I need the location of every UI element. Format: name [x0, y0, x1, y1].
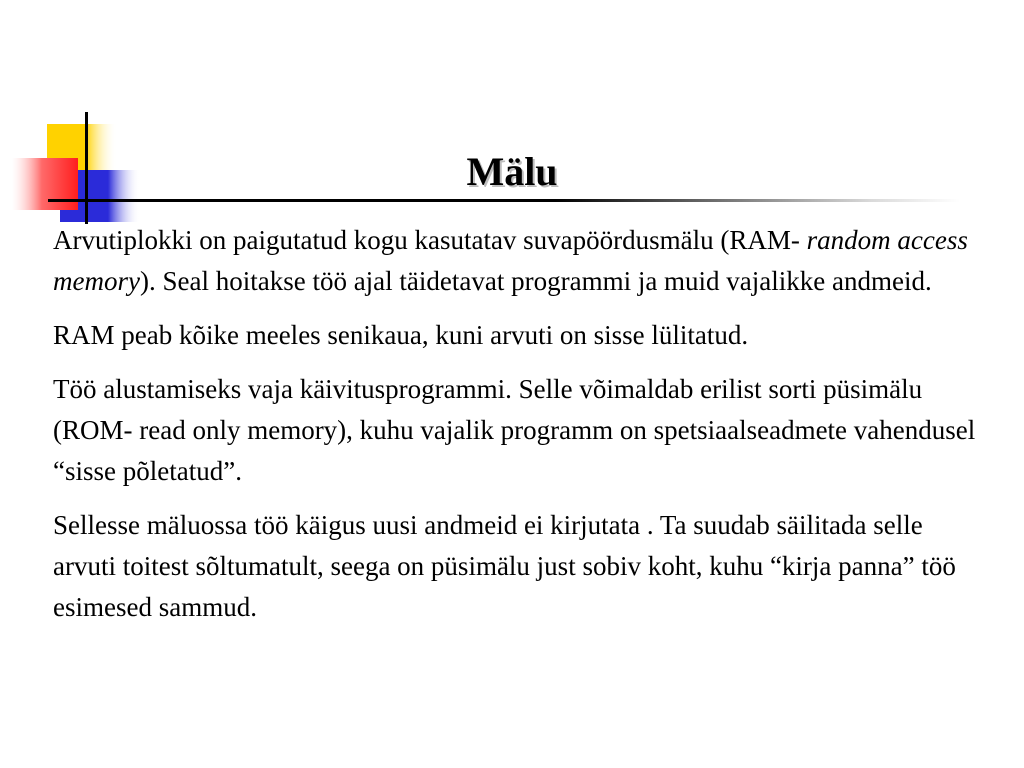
- slide-title: Mälu: [466, 149, 558, 194]
- paragraph-rom-persistence: Sellesse mäluossa töö käigus uusi andmeid ei kirjutata . Ta suudab säilitada selle arvuti toitest sõltumatult, seega on püsimälu just sobiv koht, kuhu “kirja panna” töö esimesed sammud.: [53, 510, 956, 622]
- title-underline: [60, 199, 960, 202]
- slide-body: [53, 220, 983, 641]
- paragraph-rom: Töö alustamiseks vaja käivitusprogrammi. Selle võimaldab erilist sorti püsimälu (ROM- read only memory), kuhu vajalik programm on spetsiaalseadmete vahendusel “sisse põletatud”.: [53, 374, 976, 486]
- paragraph-ram-power: RAM peab kõike meeles senikaua, kuni arvuti on sisse lülitatud.: [53, 320, 749, 350]
- paragraph-text: ). Seal hoitakse töö ajal täidetavat programmi ja muid vajalikke andmeid.: [139, 266, 932, 296]
- paragraph-text: Arvutiplokki on paigutatud kogu kasutatav suvapöördusmälu (RAM-: [53, 225, 807, 255]
- decorative-squares: [0, 0, 150, 240]
- italic-term: random access memory: [53, 225, 968, 296]
- paragraph-ram-intro: [53, 220, 983, 302]
